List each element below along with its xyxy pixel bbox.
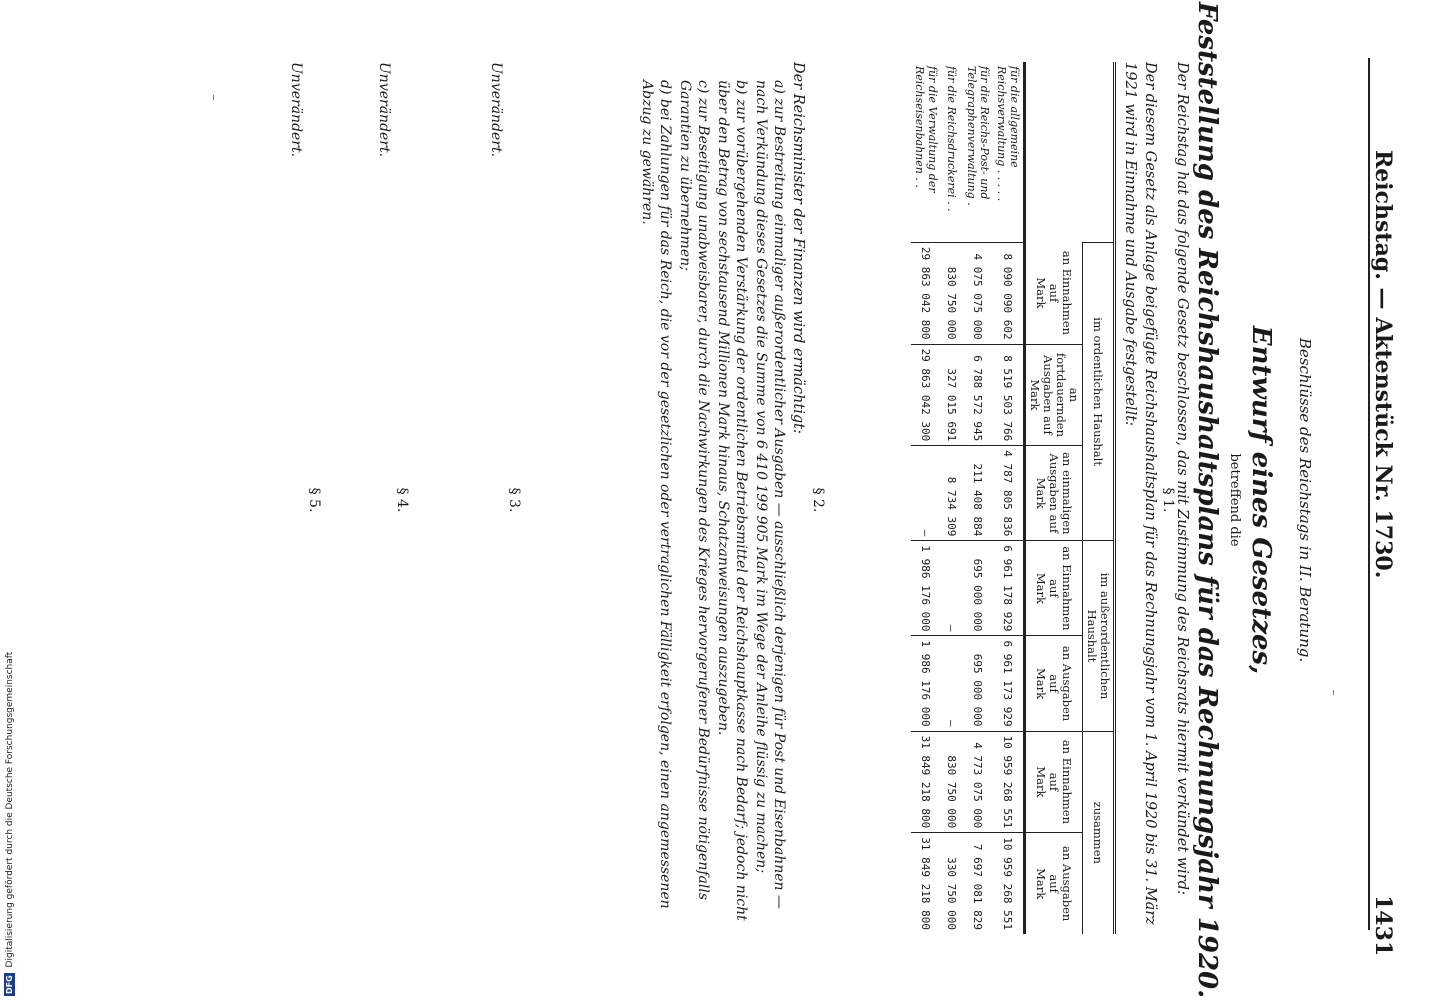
betreffend: betreffend die	[1227, 453, 1242, 547]
section-5-text: Unverändert.	[288, 62, 304, 158]
section-4-label: § 4.	[394, 487, 410, 513]
table-cell: 830 750 000	[941, 731, 963, 833]
row-label: für die Reichs-Post- und Telegraphenverwaltung .	[965, 66, 991, 206]
header-left: Reichstag. — Aktenstück Nr. 1730.	[1370, 150, 1396, 579]
table-label-header	[1025, 62, 1115, 242]
table-cell: 31 849 218 800	[911, 833, 941, 934]
table-cell: 1 986 176 000	[911, 541, 941, 636]
table-cell: 211 408 884	[963, 446, 993, 541]
table-cell: —	[941, 636, 963, 731]
footer-text: Digitalisierung gefördert durch die Deutsche Forschungsgemeinschaft	[5, 651, 15, 968]
table-cell: 10 959 268 551	[993, 833, 1025, 934]
table-cell: —	[911, 446, 941, 541]
section-2-label: § 2.	[810, 487, 826, 513]
table-cell: 695 000 000	[963, 636, 993, 731]
column-header: an Einnahmen auf Mark	[1025, 242, 1083, 344]
table-cell: 330 750 000	[941, 833, 963, 934]
intro-text: Der Reichstag hat das folgende Gesetz beschlossen, das mit Zustimmung des Reichsrats hiermit verkündet wird:	[1174, 62, 1190, 895]
section-5-label: § 5.	[306, 487, 322, 513]
digitization-credit	[2, 606, 18, 996]
section-2-intro: Der Reichsminister der Finanzen wird ermächtigt:	[790, 62, 806, 434]
section-2-item-a: a) zur Bestreitung einmaliger außerordentlicher Ausgaben — ausschließlich derjenigen für Post und Eisenbahnen — nach Verkündung dieses Gesetzes die Summe von 6 410 199 905 Mark im Wege der Anleihe flüssig zu machen;	[753, 80, 787, 910]
group-header-zusammen: zusammen	[1083, 731, 1115, 934]
table-cell: 7 697 081 829	[963, 833, 993, 934]
page-number: 1431	[1370, 895, 1396, 957]
table-cell: 695 000 000	[963, 541, 993, 636]
table-cell: 4 773 075 000	[963, 731, 993, 833]
scan-mark	[213, 95, 214, 100]
row-label: für die Reichsdruckerei . .	[945, 66, 959, 212]
column-header: an einmaligen Ausgaben auf Mark	[1025, 446, 1083, 541]
table-cell: 6 961 173 929	[993, 636, 1025, 731]
budget-table	[911, 62, 1116, 934]
section-4-text: Unverändert.	[376, 62, 392, 158]
main-title: Feststellung des Reichshaushaltsplans für das Rechnungsjahr 1920.	[1192, 1, 1222, 999]
group-header-ordentlich: im ordentlichen Haushalt	[1083, 242, 1115, 541]
table-row	[911, 62, 941, 934]
table-cell: 8 519 503 766	[993, 344, 1025, 446]
row-label: für die allgemeine Reichsverwaltung . . . . .	[993, 62, 1025, 242]
section-2-item-c: c) zur Beseitigung unabweisbarer, durch die Nachwirkungen des Krieges hervorgerufener Bedürfnisse nötigenfalls Garantien zu übernehmen;	[677, 80, 711, 900]
column-header: an Einnahmen auf Mark	[1025, 541, 1083, 636]
table-cell: 31 849 218 800	[911, 731, 941, 833]
table-cell: 327 015 691	[941, 344, 963, 446]
section-1-label: § 1.	[1160, 487, 1176, 513]
table-row	[963, 62, 993, 934]
table-row	[941, 62, 963, 934]
group-header-ausserordentlich: im außerordentlichen Haushalt	[1083, 541, 1115, 731]
table-cell: 8 090 090 602	[993, 242, 1025, 344]
table-cell: 10 959 268 551	[993, 731, 1025, 833]
table-row	[993, 62, 1025, 934]
table-cell: 8 734 309	[941, 446, 963, 541]
column-header: an Ausgaben auf Mark	[1025, 833, 1083, 934]
table-cell: 830 750 000	[941, 242, 963, 344]
table-cell: 6 788 572 945	[963, 344, 993, 446]
table-cell: 1 986 176 000	[911, 636, 941, 731]
document-title: Entwurf eines Gesetzes,	[1246, 325, 1276, 675]
table-cell: 29 863 042 800	[911, 242, 941, 344]
column-header: an Einnahmen auf Mark	[1025, 731, 1083, 833]
column-header: an fortdauernden Ausgaben auf Mark	[1025, 344, 1083, 446]
table-cell: 4 075 075 000	[963, 242, 993, 344]
section-2-item-d: d) bei Zahlungen für das Reich, die vor der gesetzlichen oder vertraglichen Fälligkeit erfolgen, einen angemessenen Abzug zu gewähren.	[639, 80, 673, 909]
table-cell: —	[941, 541, 963, 636]
table-cell: 29 863 042 300	[911, 344, 941, 446]
section-3-label: § 3.	[506, 487, 522, 513]
section-1-text-line1: Der diesem Gesetz als Anlage beigefügte Reichshaushaltsplan für das Rechnungsjahr vom 1. April 1920 bis 31. März 1921 wird in Einnahme und Ausgabe festgestellt:	[1122, 62, 1158, 925]
column-header: an Ausgaben auf Mark	[1025, 636, 1083, 731]
row-label: für die Verwaltung der Reichseisenbahnen . .	[913, 66, 939, 193]
table-cell: 6 961 178 929	[993, 541, 1025, 636]
scan-mark	[1333, 690, 1334, 695]
section-3-text: Unverändert.	[488, 62, 504, 158]
section-2-item-b: b) zur vorübergehenden Verstärkung der ordentlichen Betriebsmittel der Reichshauptkasse nach Bedarf; jedoch nicht über den Betrag von sechstausend Millionen Mark hinaus, Schatzanweisungen auszugeben.	[715, 80, 749, 921]
table-cell: 4 787 805 836	[993, 446, 1025, 541]
dfg-logo: DFG	[5, 975, 14, 994]
subtitle: Beschlüsse des Reichstags in II. Beratung.	[1296, 337, 1314, 663]
